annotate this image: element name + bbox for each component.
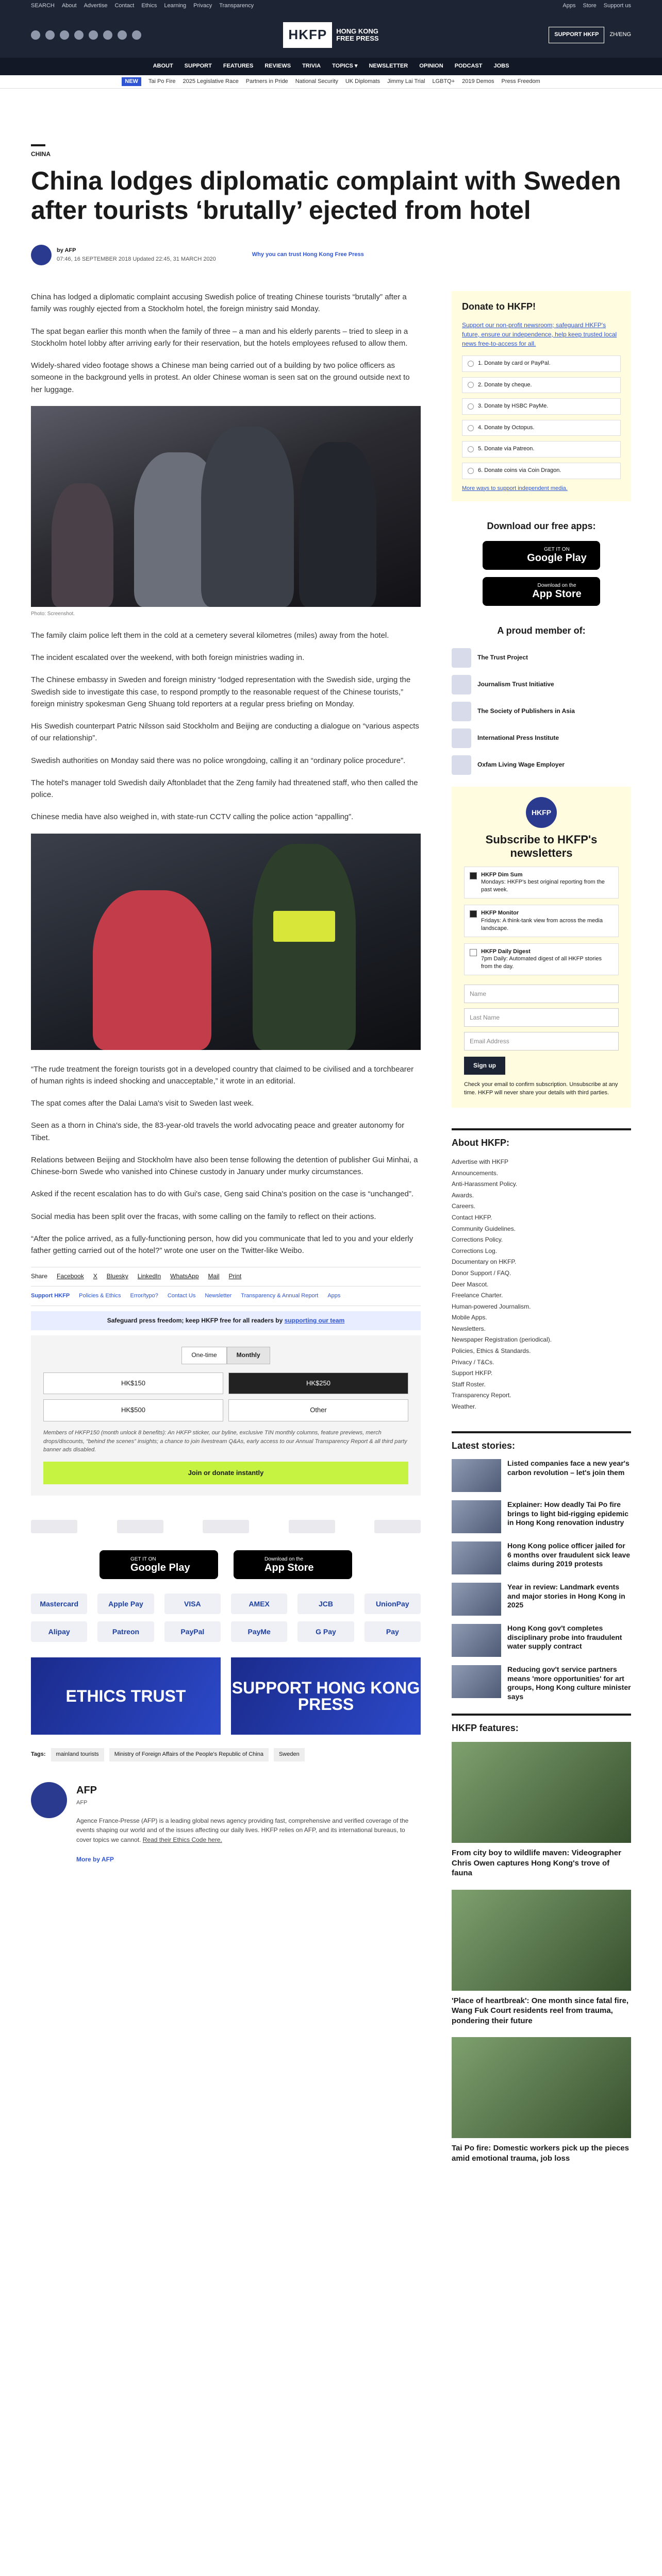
tags (31, 1748, 421, 1761)
about-link[interactable]: Privacy / T&Cs. (452, 1358, 494, 1366)
share-bluesky[interactable]: Bluesky (106, 1273, 128, 1280)
apple-pay-icon[interactable]: Apple Pay (97, 1594, 154, 1614)
logo-mark: HKFP (283, 22, 332, 48)
about-link[interactable]: Freelance Charter. (452, 1292, 503, 1299)
app-store-buttons (31, 1550, 421, 1579)
ipi-icon (452, 728, 471, 748)
author-bio: Agence France-Presse (AFP) is a leading global news agency providing fast, comprehensive and verified coverage of the events shaping our world and of the issues affecting our daily lives. HKFP relies on AFP, and its international bureaus, to cover topics we cannot. Read their Ethics Code here. (76, 1817, 409, 1843)
util-learning[interactable]: Learning (164, 3, 187, 9)
nav-trivia[interactable]: TRIVIA (302, 63, 321, 70)
subnav-item[interactable]: Partners in Pride (245, 78, 288, 84)
support-banner[interactable]: SUPPORT HONG KONG PRESS (231, 1657, 421, 1735)
masthead (0, 12, 662, 58)
social-icons (31, 30, 217, 40)
email-field[interactable]: Email Address (464, 1032, 619, 1050)
partner-logos (31, 1516, 421, 1537)
amount-option[interactable]: Other (228, 1399, 408, 1421)
author-box-name[interactable]: AFP (76, 1785, 97, 1797)
support-team-link[interactable]: supporting our team (284, 1317, 345, 1325)
amount-option-selected[interactable]: HK$250 (228, 1372, 408, 1395)
checkbox-icon[interactable] (470, 949, 477, 956)
link-error[interactable]: Error/typo? (130, 1292, 158, 1299)
oxfam-icon (452, 755, 471, 775)
util-privacy[interactable]: Privacy (193, 3, 212, 9)
ipi-logo[interactable] (289, 1520, 335, 1533)
author-avatar[interactable] (31, 245, 52, 265)
about-link[interactable]: Anti-Harassment Policy. (452, 1180, 518, 1188)
subnav-item[interactable]: Press Freedom (501, 78, 540, 84)
donate-widget (31, 1335, 421, 1496)
subnav-item[interactable]: Tai Po Fire (148, 78, 176, 84)
subnav-item[interactable]: Jimmy Lai Trial (387, 78, 425, 84)
jcb-icon[interactable]: JCB (297, 1594, 354, 1614)
about-link[interactable]: Newsletters. (452, 1325, 486, 1332)
logo-text: HONG KONG FREE PRESS (336, 27, 379, 42)
mastercard-icon[interactable]: Mastercard (31, 1594, 87, 1614)
nav-opinion[interactable]: OPINION (419, 63, 443, 70)
donate-lead[interactable]: Support our non-profit newsroom; safeguard HKFP's future, ensure our independence, help keep trusted local news free-to-access for all. (462, 321, 617, 347)
story-thumbnail[interactable] (452, 1500, 501, 1533)
donate-title: Donate to HKFP! (462, 301, 536, 312)
about-link[interactable]: Documentary on HKFP. (452, 1258, 517, 1266)
tag[interactable]: mainland tourists (51, 1748, 104, 1761)
apps-title: Download our free apps: (487, 521, 596, 532)
util-transparency[interactable]: Transparency (219, 3, 254, 9)
about-link[interactable]: Announcements. (452, 1169, 499, 1177)
trust-project-icon (452, 648, 471, 668)
about-link[interactable]: Corrections Policy. (452, 1236, 503, 1244)
paragraph: His Swedish counterpart Patric Nilsson said Stockholm and Beijing are conducting a dialogue on “various aspects of our relationship”. (31, 722, 419, 743)
about-link[interactable]: Staff Roster. (452, 1380, 486, 1388)
share-facebook[interactable]: Facebook (57, 1273, 84, 1280)
feature-headline[interactable]: 'Place of heartbreak': One month since fatal fire, Wang Fuk Court residents reel from trauma, pondering their future (452, 1996, 629, 2025)
member-item[interactable]: The Society of Publishers in Asia (452, 698, 631, 725)
features-section (452, 1714, 631, 2163)
link-newsletter[interactable]: Newsletter (205, 1292, 232, 1299)
sub-nav (0, 75, 662, 89)
newsletter-signup (452, 787, 631, 1108)
join-button[interactable]: Join or donate instantly (43, 1462, 408, 1485)
share-label: Share (31, 1273, 48, 1280)
sopa-icon (452, 702, 471, 721)
radio-icon (468, 382, 474, 388)
subnav-item[interactable]: National Security (295, 78, 338, 84)
latest-story[interactable] (452, 1500, 631, 1533)
story-thumbnail[interactable] (452, 1665, 501, 1698)
subnav-item[interactable]: 2019 Demos (462, 78, 494, 84)
paragraph: Asked if the recent escalation has to do with Gui's case, Geng said China's position on the case is “unchanged”. (31, 1190, 413, 1199)
trust-project-logo[interactable] (31, 1520, 77, 1533)
link-apps[interactable]: Apps (327, 1292, 341, 1299)
paypal-icon[interactable]: PayPal (164, 1621, 221, 1642)
about-list (452, 1157, 631, 1413)
link-transparency[interactable]: Transparency & Annual Report (241, 1292, 319, 1299)
util-support[interactable]: Support us (603, 3, 631, 9)
about-link[interactable]: Corrections Log. (452, 1247, 498, 1255)
more-by-author[interactable]: More by AFP (76, 1856, 114, 1863)
newsletter-option[interactable]: HKFP Dim Sum Mondays: HKFP's best original reporting from the past week. (464, 867, 619, 899)
jti-icon (452, 675, 471, 694)
category-kicker[interactable]: CHINA (31, 150, 51, 158)
freq-monthly[interactable]: Monthly (227, 1347, 270, 1364)
about-link[interactable]: Advertise with HKFP (452, 1158, 509, 1165)
util-contact[interactable]: Contact (114, 3, 135, 9)
feature-headline[interactable]: From city boy to wildlife maven: Videographer Chris Owen captures Hong Kong's trove of fauna (452, 1849, 621, 1878)
link-contact[interactable]: Contact Us (167, 1292, 196, 1299)
feature-story[interactable] (452, 2037, 631, 2163)
about-link[interactable]: Awards. (452, 1191, 474, 1199)
about-link[interactable]: Support HKFP. (452, 1369, 493, 1377)
trust-link[interactable]: Why you can trust Hong Kong Free Press (252, 251, 364, 258)
author-handle: AFP (76, 1800, 88, 1806)
paragraph: Social media has been split over the fracas, with some calling on the family to reflect on their actions. (31, 1212, 376, 1221)
paragraph: Chinese media have also weighed in, with state-run CCTV calling the police action “appalling”. (31, 812, 354, 822)
paragraph: The incident escalated over the weekend, with both foreign ministries wading in. (31, 653, 305, 663)
subnav-item[interactable]: UK Diplomats (345, 78, 380, 84)
story-thumbnail[interactable] (452, 1624, 501, 1657)
app-store-button[interactable]: Download on the App Store (234, 1550, 352, 1579)
freq-one-time[interactable]: One-time (181, 1347, 226, 1364)
patreon-icon[interactable]: Patreon (97, 1621, 154, 1642)
photo-caption: Photo: Screenshot. (31, 611, 75, 617)
donate-option[interactable]: 2. Donate by cheque. (462, 377, 621, 394)
article-dates: 07:46, 16 SEPTEMBER 2018 Updated 22:45, 31 MARCH 2020 (57, 256, 216, 263)
newsletter-option[interactable]: HKFP Daily Digest 7pm Daily: Automated digest of all HKFP stories from the day. (464, 943, 619, 976)
share-mail[interactable]: Mail (208, 1273, 220, 1280)
payme-icon[interactable]: PayMe (231, 1621, 287, 1642)
facebook-icon[interactable] (31, 30, 40, 40)
more-ways-link[interactable]: More ways to support independent media. (462, 485, 568, 492)
nav-reviews[interactable]: REVIEWS (264, 63, 291, 70)
author-box (31, 1782, 421, 1875)
paragraph: The family claim police left them in the cold at a cemetery several kilometres (miles) away from the hotel. (31, 631, 389, 640)
story-headline[interactable]: Year in review: Landmark events and major stories in Hong Kong in 2025 (507, 1583, 625, 1609)
newsletter-option[interactable]: HKFP Monitor Fridays: A think-tank view from across the media landscape. (464, 905, 619, 937)
x-icon[interactable] (45, 30, 55, 40)
kicker-rule (31, 144, 45, 146)
nav-podcast[interactable]: PODCAST (454, 63, 483, 70)
last-name-field[interactable]: Last Name (464, 1008, 619, 1027)
about-link[interactable]: Weather. (452, 1403, 476, 1411)
story-thumbnail[interactable] (452, 1459, 501, 1492)
utility-bar (0, 0, 662, 12)
feature-headline[interactable]: Tai Po fire: Domestic workers pick up the pieces amid emotional trauma, job loss (452, 2144, 629, 2163)
tags-label: Tags: (31, 1751, 46, 1758)
nav-jobs[interactable]: JOBS (493, 63, 509, 70)
bluesky-icon[interactable] (118, 30, 127, 40)
story-headline[interactable]: Reducing gov't service partners means 'more opportunities' for art groups, Hong Kong culture minister says (507, 1665, 631, 1701)
article-photo (31, 406, 421, 607)
feature-image[interactable] (452, 1742, 631, 1843)
donate-option[interactable]: 5. Donate via Patreon. (462, 441, 621, 457)
about-link[interactable]: Newspaper Registration (periodical). (452, 1336, 552, 1344)
share-x[interactable]: X (93, 1273, 97, 1280)
util-apps[interactable]: Apps (562, 3, 576, 9)
payment-methods (31, 1594, 421, 1642)
tag[interactable]: Sweden (274, 1748, 305, 1761)
util-store[interactable]: Store (583, 3, 597, 9)
oxfam-logo[interactable] (374, 1520, 421, 1533)
paragraph: “The rude treatment the foreign tourists got in a developed country that claimed to be civilised and a torchbearer of human rights is indeed shocking and unacceptable,” it wrote in an editorial. (31, 1064, 414, 1086)
hkfp-badge: HKFP (526, 797, 557, 828)
latest-story[interactable] (452, 1624, 631, 1657)
nav-about[interactable]: ABOUT (153, 63, 173, 70)
checkbox-icon[interactable] (470, 872, 477, 879)
donate-option[interactable]: 6. Donate coins via Coin Dragon. (462, 463, 621, 479)
donate-option[interactable]: 1. Donate by card or PayPal. (462, 355, 621, 372)
amount-option[interactable]: HK$150 (43, 1372, 223, 1395)
members-benefits: Members of HKFP150 (month unlock 8 benefits): An HKFP sticker, our byline, exclusive TIN monthly columns, feature previews, merch drops/discounts, “behind the scenes” insights; a chance to join livestream Q&As, early access to our Annual Transparency Report & all third party banner ads disabled. (43, 1430, 407, 1453)
newsletter-title: Subscribe to HKFP's newsletters (485, 833, 598, 860)
about-link[interactable]: Mobile Apps. (452, 1314, 487, 1321)
latest-title: Latest stories: (452, 1440, 516, 1451)
story-headline[interactable]: Listed companies face a new year's carbon revolution – let's join them (507, 1459, 630, 1477)
share-bar (31, 1267, 421, 1286)
signup-button[interactable]: Sign up (464, 1057, 505, 1075)
paragraph: China has lodged a diplomatic complaint accusing Swedish police of treating Chinese tourists “brutally” after a family was roughly ejected from a Stockholm hotel, the foreign ministry said Monday. (31, 293, 407, 314)
radio-icon (468, 425, 474, 431)
promo-banners (31, 1657, 421, 1735)
paragraph: The hotel's manager told Swedish daily Aftonbladet that the Zeng family had threatened staff, who then called the police. (31, 778, 418, 800)
util-ethics[interactable]: Ethics (141, 3, 157, 9)
safeguard-banner: Safeguard press freedom; keep HKFP free for all readers by supporting our team (31, 1311, 421, 1330)
latest-section (452, 1431, 631, 1702)
about-link[interactable]: Policies, Ethics & Standards. (452, 1347, 531, 1355)
rss-icon[interactable] (132, 30, 141, 40)
latest-story[interactable] (452, 1583, 631, 1616)
alipay-icon[interactable]: Alipay (31, 1621, 87, 1642)
language-switch[interactable]: ZH/ENG (609, 31, 631, 38)
util-search[interactable]: SEARCH (31, 3, 55, 9)
jti-logo[interactable] (117, 1520, 163, 1533)
unionpay-icon[interactable]: UnionPay (365, 1594, 421, 1614)
share-whatsapp[interactable]: WhatsApp (170, 1273, 199, 1280)
threads-icon[interactable] (74, 30, 84, 40)
paragraph: The spat comes after the Dalai Lama's visit to Sweden last week. (31, 1099, 254, 1108)
paragraph: Widely-shared video footage shows a Chinese man being carried out of a building by two police officers as someone in the background yells in protest. An older Chinese woman is seen sat on the ground outside next to her luggage. (31, 361, 410, 394)
latest-story[interactable] (452, 1541, 631, 1574)
instagram-icon[interactable] (60, 30, 69, 40)
support-hkfp-button[interactable]: SUPPORT HKFP (549, 27, 604, 43)
byline (31, 245, 631, 265)
feature-story[interactable] (452, 1742, 631, 1878)
apps-section (452, 519, 631, 606)
linkedin-icon[interactable] (103, 30, 112, 40)
main-nav (0, 58, 662, 75)
support-links (31, 1286, 421, 1307)
paragraph: Swedish authorities on Monday said there was no police wrongdoing, calling it an “ordinary police procedure”. (31, 756, 406, 765)
site-logo[interactable] (217, 22, 445, 48)
youtube-icon[interactable] (89, 30, 98, 40)
first-name-field[interactable]: Name (464, 985, 619, 1003)
member-item[interactable]: International Press Institute (452, 725, 631, 752)
member-item[interactable]: The Trust Project (452, 645, 631, 671)
paragraph: Relations between Beijing and Stockholm have also been tense following the detention of publisher Gui Minhai, a Chinese-born Swede who vanished into Chinese custody in January under murky circumstances. (31, 1155, 418, 1177)
nav-newsletter[interactable]: NEWSLETTER (369, 63, 408, 70)
paragraph: The Chinese embassy in Sweden and foreign ministry “lodged representation with the Swedish side, urging the Swedish side to investigate this case, to respond promptly to the reasonable request of the Chinese tourists,” foreign ministry spokesman Geng Shuang told reporters at a regular press briefing on Monday. (31, 675, 411, 708)
google-play-button[interactable]: GET IT ON Google Play (100, 1550, 218, 1579)
about-link[interactable]: Human-powered Journalism. (452, 1302, 531, 1310)
donate-option[interactable]: 4. Donate by Octopus. (462, 420, 621, 436)
article-title: China lodges diplomatic complaint with Sweden after tourists ‘brutally’ ejected from hotel (31, 166, 621, 225)
radio-icon (468, 468, 474, 474)
app-store-button-side[interactable]: Download on the App Store (483, 577, 600, 606)
article-body (31, 291, 421, 2175)
feature-image[interactable] (452, 2037, 631, 2138)
author-name[interactable]: by AFP (57, 247, 76, 253)
share-linkedin[interactable]: LinkedIn (137, 1273, 161, 1280)
latest-story[interactable] (452, 1665, 631, 1701)
subnav-item[interactable]: 2025 Legislative Race (183, 78, 239, 84)
feature-story[interactable] (452, 1890, 631, 2026)
paragraph: “After the police arrived, as a fully-functioning person, how did you communicate that led to you and your elderly father getting carried out of the hotel?” wrote one user on the Twitter-like Weibo. (31, 1234, 413, 1256)
radio-icon (468, 403, 474, 410)
donate-sidebar (452, 291, 631, 501)
checkbox-icon[interactable] (470, 910, 477, 918)
paragraph: Seen as a thorn in China's side, the 83-year-old travels the world advocating peace and greater autonomy for Tibet. (31, 1121, 405, 1142)
story-headline[interactable]: Hong Kong police officer jailed for 6 months over fraudulent sick leave claims during 2019 protests (507, 1541, 631, 1568)
nav-features[interactable]: FEATURES (223, 63, 254, 70)
google-play-button-side[interactable]: GET IT ON Google Play (483, 541, 600, 570)
story-thumbnail[interactable] (452, 1583, 501, 1616)
nav-support[interactable]: SUPPORT (184, 63, 212, 70)
author-avatar-large[interactable] (31, 1782, 67, 1818)
about-link[interactable]: Community Guidelines. (452, 1225, 516, 1232)
member-item[interactable]: Journalism Trust Initiative (452, 671, 631, 698)
link-policies[interactable]: Policies & Ethics (79, 1292, 121, 1299)
util-advertise[interactable]: Advertise (84, 3, 108, 9)
about-link[interactable]: Contact HKFP. (452, 1213, 492, 1221)
tag[interactable]: Ministry of Foreign Affairs of the People's Republic of China (109, 1748, 269, 1761)
about-link[interactable]: Donor Support / FAQ. (452, 1269, 511, 1277)
newsletter-note: Check your email to confirm subscription. Unsubscribe at any time. HKFP will never share your details with third parties. (464, 1081, 618, 1096)
member-title: A proud member of: (497, 625, 586, 636)
share-print[interactable]: Print (228, 1273, 242, 1280)
story-headline[interactable]: Explainer: How deadly Tai Po fire brings to light bid-rigging epidemic in Hong Kong renovation industry (507, 1500, 628, 1527)
about-link[interactable]: Careers. (452, 1202, 476, 1210)
google-pay-icon[interactable]: G Pay (297, 1621, 354, 1642)
util-about[interactable]: About (61, 3, 77, 9)
radio-icon (468, 361, 474, 367)
paragraph: The spat began earlier this month when the family of three – a man and his elderly parents – tried to sleep in a Stockholm hotel lobby after arriving early for their reservation, but the hotels employees refused to allow them. (31, 327, 408, 348)
radio-icon (468, 446, 474, 452)
donate-option[interactable]: 3. Donate by HSBC PayMe. (462, 398, 621, 415)
new-badge: NEW (122, 77, 141, 87)
visa-icon[interactable]: VISA (164, 1594, 221, 1614)
story-headline[interactable]: Hong Kong gov't completes disciplinary probe into fraudulent water supply contract (507, 1624, 622, 1651)
feature-image[interactable] (452, 1890, 631, 1991)
ethics-code-link[interactable]: Read their Ethics Code here. (142, 1836, 222, 1843)
article-photo-2 (31, 834, 421, 1050)
sidebar (452, 291, 631, 2175)
latest-story[interactable] (452, 1459, 631, 1492)
subnav-item[interactable]: LGBTQ+ (432, 78, 455, 84)
member-item[interactable]: Oxfam Living Wage Employer (452, 752, 631, 778)
ethics-banner[interactable]: ETHICS TRUST (31, 1657, 221, 1735)
about-section (452, 1128, 631, 1412)
member-of (452, 623, 631, 778)
samsung-pay-icon[interactable]: Pay (365, 1621, 421, 1642)
sopa-logo[interactable] (203, 1520, 249, 1533)
nav-topics[interactable]: TOPICS ▾ (332, 63, 358, 70)
amount-option[interactable]: HK$500 (43, 1399, 223, 1421)
about-link[interactable]: Deer Mascot. (452, 1280, 489, 1288)
about-title: About HKFP: (452, 1138, 509, 1148)
about-link[interactable]: Transparency Report. (452, 1392, 511, 1399)
features-title: HKFP features: (452, 1723, 519, 1734)
link-support[interactable]: Support HKFP (31, 1292, 70, 1299)
story-thumbnail[interactable] (452, 1541, 501, 1574)
amex-icon[interactable]: AMEX (231, 1594, 287, 1614)
